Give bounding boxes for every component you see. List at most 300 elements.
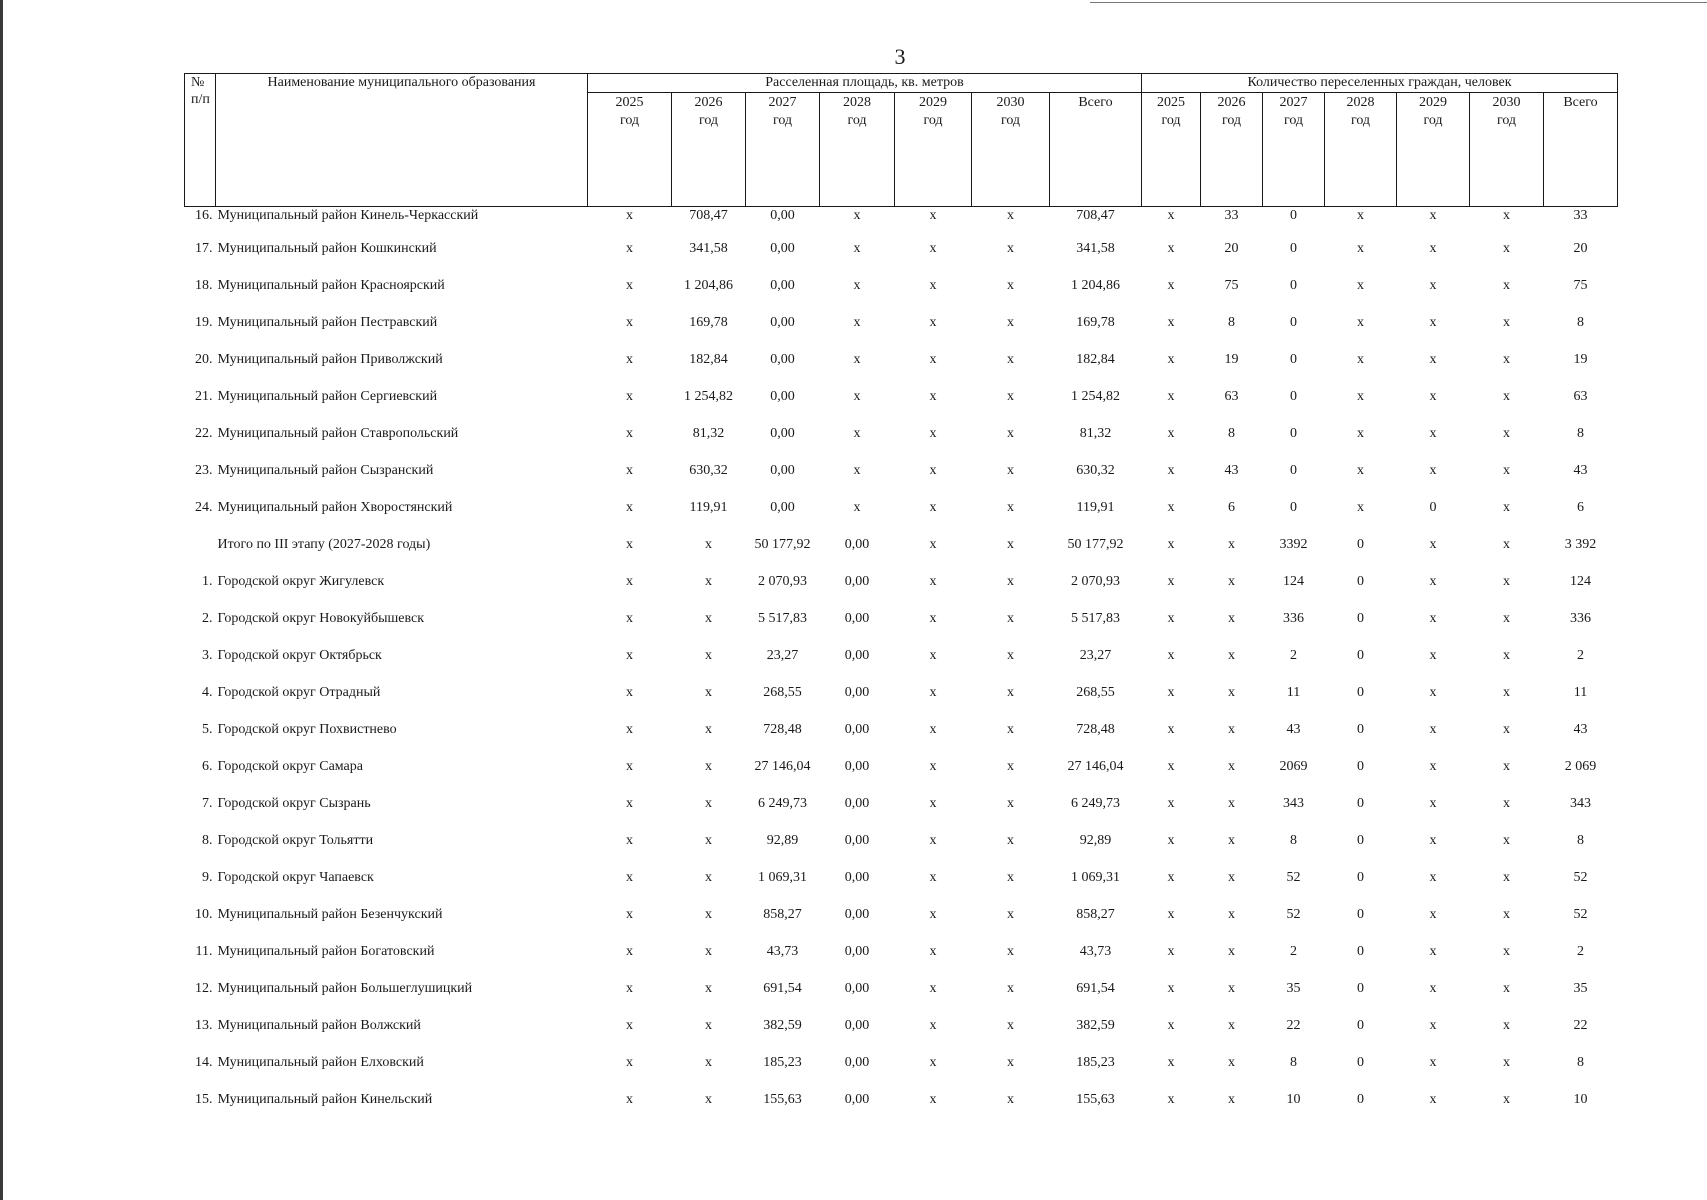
table-row	[185, 415, 1618, 452]
area-cell: x	[929, 314, 937, 330]
area-cell: x	[1007, 240, 1014, 256]
header-people-year-2028	[1325, 93, 1397, 207]
people-cell: x	[1429, 314, 1437, 330]
people-cell: x	[1503, 832, 1510, 848]
area-cell: x	[705, 684, 712, 700]
row-number: 21.	[195, 388, 213, 404]
row-number: 6.	[202, 758, 213, 774]
page-number: 3	[894, 44, 906, 69]
area-cell: 691,54	[1076, 980, 1115, 996]
people-cell: x	[1503, 980, 1510, 996]
people-cell: x	[1503, 462, 1510, 478]
area-cell: x	[1007, 906, 1014, 922]
people-cell: x	[1228, 943, 1235, 959]
people-cell: 8	[1228, 425, 1235, 441]
area-cell: x	[929, 684, 937, 700]
municipality-name: Городской округ Тольятти	[217, 832, 374, 848]
area-cell: x	[1007, 684, 1014, 700]
area-cell: x	[626, 499, 633, 515]
area-cell: x	[626, 573, 633, 589]
table-row	[185, 785, 1618, 822]
area-cell: x	[1007, 721, 1014, 737]
people-cell: 0	[1290, 314, 1297, 330]
people-cell: 43	[1224, 462, 1239, 478]
people-cell: 0	[1357, 1017, 1364, 1033]
area-cell: x	[626, 351, 633, 367]
area-cell: x	[929, 1091, 937, 1107]
people-cell: x	[1429, 240, 1437, 256]
people-cell: x	[1228, 1017, 1235, 1033]
people-cell: 22	[1573, 1017, 1588, 1033]
people-cell: 2	[1290, 647, 1297, 663]
row-number: 1.	[202, 573, 213, 589]
row-number: 2.	[202, 610, 213, 626]
people-cell: 0	[1290, 240, 1297, 256]
people-cell: x	[1503, 388, 1510, 404]
header-year-label: 2030	[996, 95, 1025, 110]
municipality-name: Муниципальный район Кошкинский	[217, 240, 437, 256]
total-row-label: Итого по III этапу (2027-2028 годы)	[217, 536, 431, 552]
people-cell: x	[1228, 906, 1235, 922]
header-people-year-2030	[1470, 93, 1544, 207]
area-cell: 0,00	[844, 980, 870, 996]
people-cell: x	[1228, 869, 1235, 885]
area-cell: 27 146,04	[754, 758, 811, 774]
area-cell: x	[929, 536, 937, 552]
people-cell: x	[1228, 610, 1235, 626]
area-cell: x	[929, 869, 937, 885]
area-cell: 50 177,92	[754, 536, 811, 552]
people-cell: 22	[1286, 1017, 1301, 1033]
area-cell: x	[626, 536, 633, 552]
people-cell: 6	[1228, 499, 1235, 515]
people-cell: 0	[1357, 758, 1364, 774]
table-row	[185, 970, 1618, 1007]
people-cell: x	[1167, 684, 1175, 700]
area-cell: x	[705, 573, 712, 589]
people-cell: 11	[1573, 684, 1588, 700]
area-cell: 5 517,83	[758, 610, 807, 626]
area-cell: 155,63	[1076, 1091, 1115, 1107]
header-year-label: 2027	[1279, 95, 1308, 110]
header-area-year-2028	[820, 93, 895, 207]
people-cell: 2	[1290, 943, 1297, 959]
people-cell: 19	[1573, 351, 1588, 367]
header-area-year-2026	[672, 93, 746, 207]
area-cell: x	[929, 1054, 937, 1070]
area-cell: x	[1007, 647, 1014, 663]
area-cell: x	[929, 499, 937, 515]
people-cell: x	[1503, 1091, 1510, 1107]
area-cell: 1 204,86	[684, 277, 733, 293]
area-cell: x	[853, 462, 861, 478]
header-area-year-2025	[588, 93, 672, 207]
municipality-name: Городской округ Сызрань	[217, 795, 371, 811]
area-cell: 0,00	[770, 314, 795, 330]
row-number: 8.	[202, 832, 213, 848]
area-cell: 630,32	[689, 462, 728, 478]
people-cell: x	[1503, 647, 1510, 663]
area-cell: x	[1007, 1054, 1014, 1070]
table-row	[185, 674, 1618, 711]
people-cell: 343	[1570, 795, 1591, 811]
area-cell: 81,32	[1079, 425, 1112, 441]
people-cell: x	[1228, 758, 1235, 774]
people-cell: x	[1167, 795, 1175, 811]
row-number: 4.	[202, 684, 213, 700]
people-cell: x	[1167, 277, 1175, 293]
area-cell: 0,00	[844, 1017, 870, 1033]
municipality-name: Городской округ Новокуйбышевск	[217, 610, 425, 626]
area-cell: x	[626, 795, 633, 811]
area-cell: x	[1007, 499, 1014, 515]
people-cell: x	[1228, 832, 1235, 848]
area-cell: 0,00	[844, 1091, 870, 1107]
area-cell: x	[705, 1054, 712, 1070]
area-cell: 0,00	[844, 832, 870, 848]
people-cell: 2069	[1279, 758, 1308, 774]
people-cell: x	[1167, 1091, 1175, 1107]
row-number: 24.	[195, 499, 213, 515]
table-row	[185, 452, 1618, 489]
people-cell: x	[1429, 536, 1437, 552]
header-year-label: 2025	[615, 95, 644, 110]
header-year-unit: год	[1350, 113, 1371, 128]
header-year-label: 2025	[1157, 95, 1185, 110]
people-cell: 33	[1224, 208, 1239, 223]
area-cell: x	[626, 943, 633, 959]
area-cell: 185,23	[763, 1054, 802, 1070]
people-cell: 0	[1290, 277, 1297, 293]
header-people-year-2029	[1397, 93, 1470, 207]
area-cell: 169,78	[1076, 314, 1115, 330]
people-cell: x	[1503, 758, 1510, 774]
area-cell: 0,00	[844, 573, 870, 589]
people-cell: x	[1429, 980, 1437, 996]
people-cell: x	[1503, 721, 1510, 737]
area-cell: 1 069,31	[758, 869, 807, 885]
municipality-name: Городской округ Похвистнево	[217, 721, 397, 737]
people-cell: 0	[1290, 462, 1297, 478]
people-cell: 8	[1290, 832, 1297, 848]
area-cell: x	[626, 610, 633, 626]
header-year-unit: год	[1221, 113, 1242, 128]
area-cell: 1 254,82	[684, 388, 733, 404]
people-cell: 2	[1577, 943, 1584, 959]
people-cell: 0	[1357, 943, 1364, 959]
resettlement-table	[184, 73, 1618, 1118]
area-cell: x	[1007, 425, 1014, 441]
row-number: 23.	[195, 462, 213, 478]
area-cell: x	[705, 906, 712, 922]
people-cell: 63	[1224, 388, 1239, 404]
table-row-total	[185, 526, 1618, 563]
people-cell: x	[1167, 869, 1175, 885]
area-cell: x	[929, 277, 937, 293]
area-cell: x	[626, 388, 633, 404]
people-cell: x	[1429, 943, 1437, 959]
table-row	[185, 896, 1618, 933]
area-cell: 630,32	[1076, 462, 1115, 478]
table-header	[185, 74, 1618, 207]
area-cell: x	[705, 832, 712, 848]
people-cell: x	[1503, 906, 1510, 922]
header-year-label: 2029	[919, 95, 947, 110]
area-cell: 708,47	[1076, 208, 1115, 223]
people-cell: x	[1357, 425, 1364, 441]
people-cell: x	[1167, 314, 1175, 330]
header-people-year-2027	[1263, 93, 1325, 207]
municipality-name: Муниципальный район Ставропольский	[217, 425, 459, 441]
people-cell: 0	[1357, 795, 1364, 811]
area-cell: x	[929, 351, 937, 367]
header-year-unit: год	[619, 113, 640, 128]
people-cell: 0	[1357, 573, 1364, 589]
table-row	[185, 859, 1618, 896]
people-cell: x	[1228, 573, 1235, 589]
area-cell: 0,00	[844, 943, 870, 959]
people-cell: 336	[1283, 610, 1304, 626]
area-cell: 92,89	[1079, 832, 1112, 848]
area-cell: x	[1007, 832, 1014, 848]
people-cell: 0	[1357, 1091, 1364, 1107]
people-cell: x	[1167, 208, 1175, 223]
people-cell: x	[1429, 721, 1437, 737]
people-cell: x	[1503, 1017, 1510, 1033]
people-cell: 20	[1224, 240, 1239, 256]
header-year-unit: год	[923, 113, 943, 128]
area-cell: 169,78	[689, 314, 728, 330]
area-cell: x	[1007, 980, 1014, 996]
row-number	[185, 526, 216, 563]
people-cell: 6	[1577, 499, 1584, 515]
municipality-name: Муниципальный район Пестравский	[217, 314, 438, 330]
table-row	[185, 304, 1618, 341]
people-cell: 343	[1283, 795, 1304, 811]
people-cell: x	[1503, 684, 1510, 700]
people-cell: 0	[1357, 869, 1364, 885]
people-cell: 124	[1570, 573, 1591, 589]
people-cell: 0	[1290, 499, 1297, 515]
header-area-year-2029	[895, 93, 972, 207]
area-cell: x	[929, 832, 937, 848]
area-cell: x	[1007, 208, 1014, 223]
area-cell: x	[929, 462, 937, 478]
area-cell: x	[705, 980, 712, 996]
area-cell: x	[929, 721, 937, 737]
area-cell: 0,00	[844, 906, 870, 922]
area-cell: x	[853, 314, 861, 330]
table-row	[185, 822, 1618, 859]
header-year-unit: год	[1496, 113, 1517, 128]
area-cell: 0,00	[844, 758, 870, 774]
people-cell: 35	[1286, 980, 1301, 996]
people-cell: x	[1167, 758, 1175, 774]
people-cell: x	[1429, 610, 1437, 626]
area-cell: 0,00	[770, 462, 795, 478]
people-cell: x	[1503, 1054, 1510, 1070]
header-year-label: 2030	[1492, 95, 1521, 110]
area-cell: x	[626, 462, 633, 478]
area-cell: 0,00	[844, 795, 870, 811]
people-cell: 0	[1290, 425, 1297, 441]
table-row	[185, 1007, 1618, 1044]
area-cell: x	[705, 795, 712, 811]
people-cell: x	[1167, 721, 1175, 737]
area-cell: 1 069,31	[1071, 869, 1120, 885]
people-cell: x	[1429, 1054, 1437, 1070]
area-cell: 0,00	[770, 499, 795, 515]
header-year-label: 2028	[843, 95, 871, 110]
area-cell: 0,00	[844, 536, 870, 552]
people-cell: x	[1503, 425, 1510, 441]
area-cell: x	[626, 647, 633, 663]
people-cell: x	[1228, 647, 1235, 663]
people-cell: x	[1429, 573, 1437, 589]
area-cell: x	[705, 869, 712, 885]
municipality-name: Муниципальный район Безенчукский	[217, 906, 443, 922]
people-cell: x	[1167, 610, 1175, 626]
area-cell: 2 070,93	[758, 573, 807, 589]
people-cell: x	[1167, 1017, 1175, 1033]
row-number: 7.	[202, 795, 213, 811]
area-cell: x	[853, 388, 861, 404]
municipality-name: Муниципальный район Волжский	[217, 1017, 421, 1033]
people-cell: x	[1429, 758, 1437, 774]
scan-edge	[0, 0, 3, 1200]
area-cell: 0,00	[770, 208, 795, 223]
area-cell: 0,00	[770, 425, 795, 441]
header-area-year-2030	[972, 93, 1050, 207]
people-cell: x	[1503, 869, 1510, 885]
area-cell: x	[705, 647, 712, 663]
people-cell: x	[1167, 425, 1175, 441]
area-cell: x	[1007, 277, 1014, 293]
people-cell: x	[1167, 573, 1175, 589]
area-cell: 5 517,83	[1071, 610, 1120, 626]
area-cell: x	[929, 980, 937, 996]
area-cell: 23,27	[1079, 647, 1112, 663]
area-cell: x	[1007, 536, 1014, 552]
area-cell: 382,59	[1076, 1017, 1115, 1033]
area-cell: 858,27	[763, 906, 802, 922]
header-year-label: 2027	[768, 95, 797, 110]
area-cell: 858,27	[1076, 906, 1115, 922]
area-cell: x	[929, 610, 937, 626]
people-cell: 52	[1286, 906, 1301, 922]
people-cell: 0	[1357, 906, 1364, 922]
people-cell: 33	[1573, 208, 1588, 223]
people-cell: x	[1503, 208, 1510, 223]
people-cell: x	[1503, 610, 1510, 626]
table-body	[185, 207, 1618, 1119]
municipality-name: Городской округ Отрадный	[217, 684, 381, 700]
table-row	[185, 1044, 1618, 1081]
header-people-year-2026	[1201, 93, 1263, 207]
area-cell: 0,00	[770, 240, 795, 256]
people-cell: 0	[1357, 536, 1364, 552]
people-cell: x	[1357, 499, 1364, 515]
municipality-name: Муниципальный район Сызранский	[217, 462, 434, 478]
header-year-unit: год	[1283, 113, 1304, 128]
people-cell: 336	[1570, 610, 1591, 626]
row-number: 5.	[202, 721, 213, 737]
people-cell: x	[1503, 499, 1510, 515]
header-year-label: 2028	[1346, 95, 1375, 110]
area-cell: x	[705, 610, 712, 626]
people-cell: x	[1357, 208, 1364, 223]
people-cell: 8	[1290, 1054, 1297, 1070]
people-cell: x	[1429, 425, 1437, 441]
people-cell: 52	[1286, 869, 1301, 885]
people-cell: 0	[1290, 208, 1297, 223]
area-cell: 81,32	[692, 425, 725, 441]
area-cell: x	[929, 573, 937, 589]
area-cell: 268,55	[1076, 684, 1115, 700]
area-cell: x	[929, 943, 937, 959]
area-cell: 43,73	[766, 943, 799, 959]
area-cell: 728,48	[763, 721, 802, 737]
header-year-unit: год	[772, 113, 793, 128]
area-cell: x	[1007, 610, 1014, 626]
people-cell: 124	[1283, 573, 1304, 589]
area-cell: x	[929, 906, 937, 922]
people-cell: 3392	[1279, 536, 1308, 552]
row-number: 9.	[202, 869, 213, 885]
row-number: 19.	[195, 314, 213, 330]
municipality-name: Городской округ Жигулевск	[217, 573, 385, 589]
area-cell: x	[853, 425, 861, 441]
people-cell: 20	[1573, 240, 1588, 256]
people-cell: x	[1167, 499, 1175, 515]
row-number: 20.	[195, 351, 213, 367]
area-cell: x	[705, 943, 712, 959]
area-cell: 382,59	[763, 1017, 802, 1033]
area-cell: x	[1007, 943, 1014, 959]
people-cell: x	[1167, 536, 1175, 552]
people-cell: x	[1228, 980, 1235, 996]
header-municipality-name: Наименование муниципального образования	[216, 74, 588, 207]
area-cell: x	[1007, 314, 1014, 330]
people-cell: x	[1429, 351, 1437, 367]
people-cell: 0	[1357, 832, 1364, 848]
area-cell: 0,00	[770, 277, 795, 293]
area-cell: x	[626, 906, 633, 922]
municipality-name: Муниципальный район Кинельский	[217, 1091, 433, 1107]
people-cell: 8	[1577, 1054, 1584, 1070]
header-year-unit: год	[1161, 113, 1181, 128]
people-cell: x	[1429, 795, 1437, 811]
area-cell: x	[929, 1017, 937, 1033]
area-cell: 341,58	[1076, 240, 1115, 256]
people-cell: x	[1503, 795, 1510, 811]
people-cell: x	[1228, 684, 1235, 700]
header-people-total: Всего	[1544, 93, 1618, 207]
people-cell: 43	[1573, 721, 1588, 737]
area-cell: x	[626, 684, 633, 700]
people-cell: 8	[1577, 425, 1584, 441]
people-cell: 35	[1573, 980, 1588, 996]
header-row-number	[185, 74, 216, 207]
people-cell: x	[1167, 462, 1175, 478]
people-cell: x	[1357, 351, 1364, 367]
municipality-name: Муниципальный район Хворостянский	[217, 499, 453, 515]
area-cell: x	[1007, 388, 1014, 404]
people-cell: 0	[1357, 721, 1364, 737]
area-cell: 2 070,93	[1071, 573, 1120, 589]
area-cell: x	[929, 388, 937, 404]
people-cell: 8	[1577, 314, 1584, 330]
